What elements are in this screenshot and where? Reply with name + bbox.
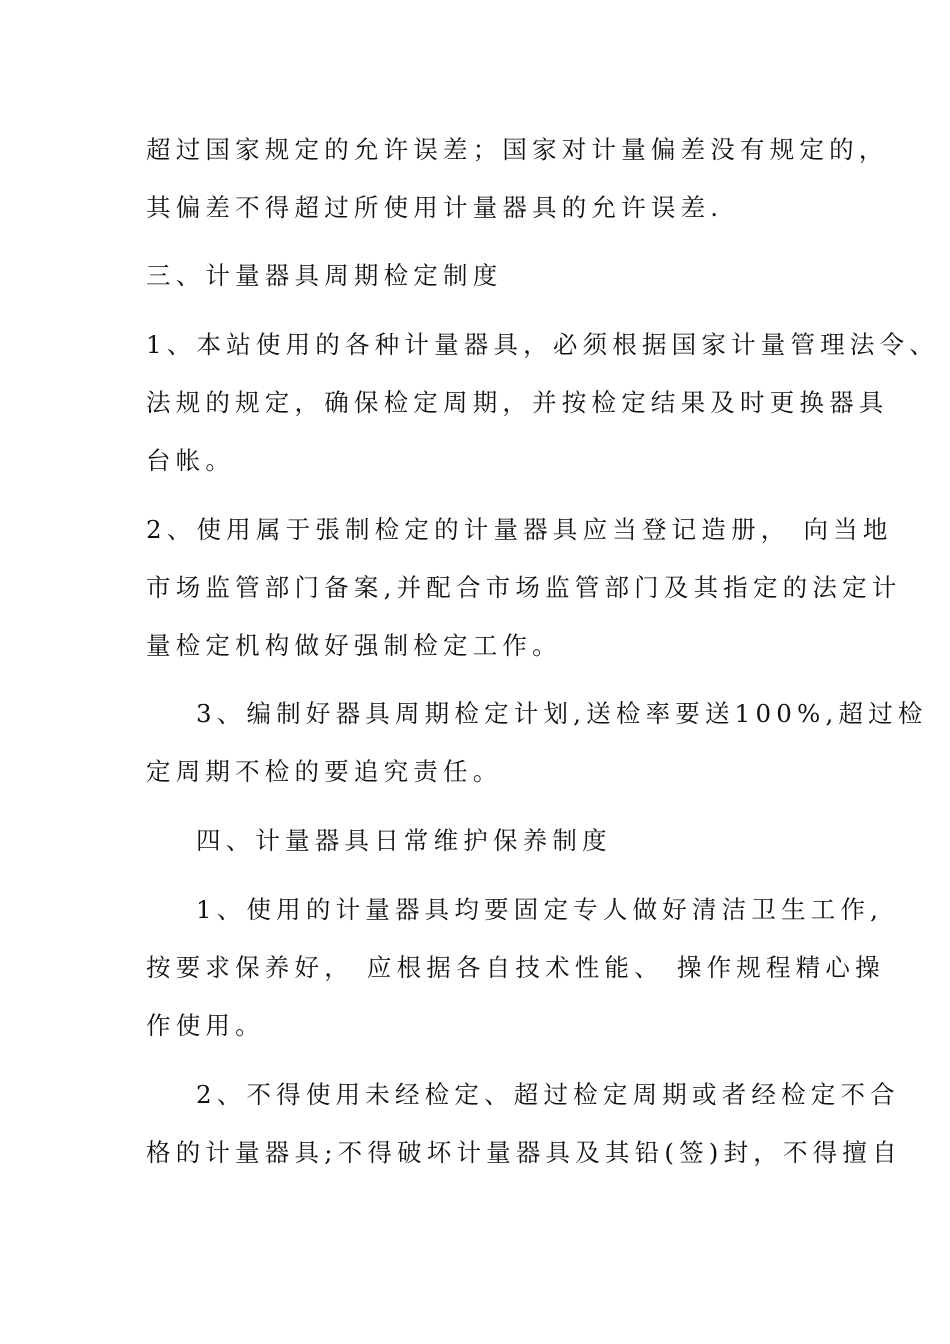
text-line-2: 其偏差不得超过所使用计量器具的允许误差.: [146, 193, 724, 222]
text-line-13: 1、使用的计量器具均要固定专人做好清洁卫生工作,: [196, 895, 884, 924]
text-line-7: 2、使用属于張制检定的计量器具应当登记造册， 向当地: [146, 515, 893, 544]
section-heading-3: 三、计量器具周期检定制度: [146, 261, 503, 290]
text-line-4: 1、本站使用的各种计量器具，必须根据国家计量管理法令、: [146, 330, 939, 359]
section-heading-4: 四、计量器具日常维护保养制度: [196, 826, 612, 855]
text-line-14: 按要求保养好， 应根据各自技术性能、 操作规程精心操: [146, 953, 885, 982]
text-line-9: 量检定机构做好强制检定工作。: [146, 631, 562, 660]
text-line-17: 格的计量器具;不得破坏计量器具及其铅(签)封，不得擅自: [146, 1138, 902, 1167]
text-line-6: 台帐。: [146, 446, 236, 475]
text-line-15: 作使用。: [146, 1011, 265, 1040]
text-line-10: 3、编制好器具周期检定计划,送检率要送100%,超过检: [196, 699, 928, 728]
text-line-5: 法规的规定，确保检定周期，并按检定结果及时更换器具: [146, 388, 889, 417]
text-line-11: 定周期不检的要追究责任。: [146, 757, 503, 786]
text-line-1: 超过国家规定的允许误差；国家对计量偏差没有规定的，: [146, 135, 889, 164]
text-line-8: 市场监管部门备案,并配合市场监管部门及其指定的法定计: [146, 573, 902, 602]
text-line-16: 2、不得使用未经检定、超过检定周期或者经检定不合: [196, 1080, 900, 1109]
